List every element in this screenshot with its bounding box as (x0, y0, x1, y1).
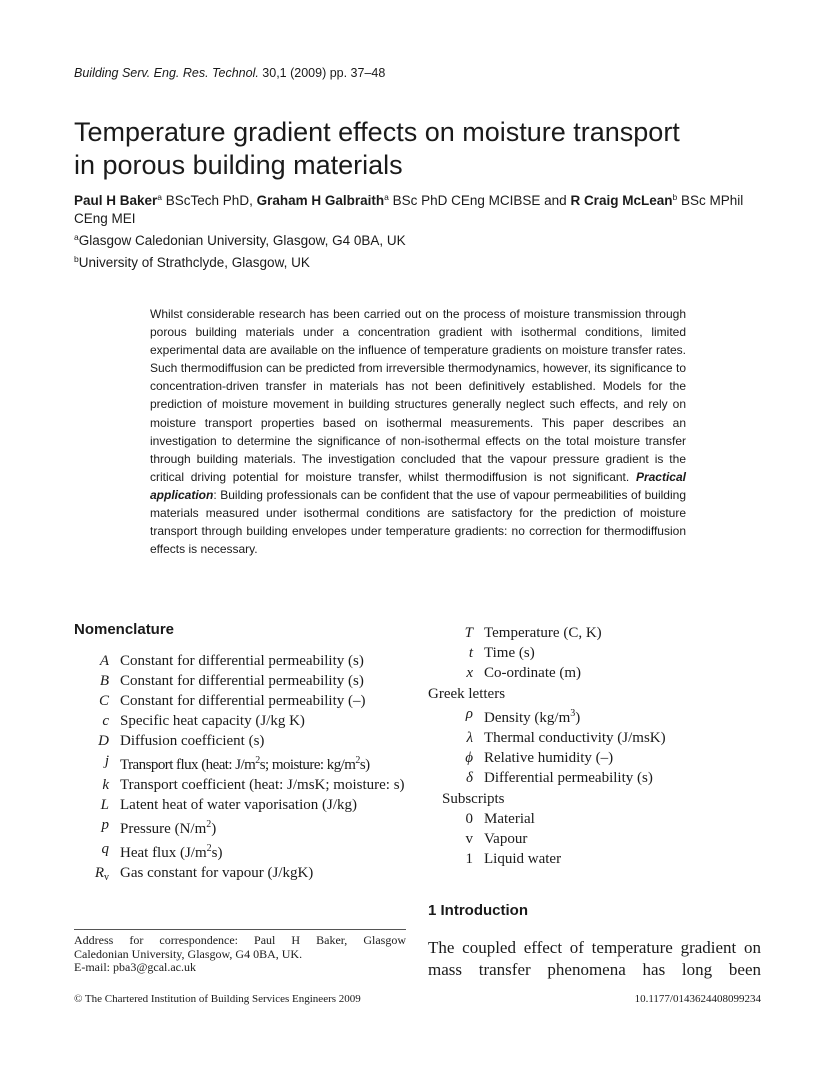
definition-part: Pressure (N/m (120, 821, 207, 837)
symbol: D (98, 733, 109, 749)
symbol: t (468, 645, 473, 662)
symbol: λ (466, 730, 473, 747)
definition (120, 815, 414, 839)
nomenclature-row (428, 829, 768, 849)
definition (484, 704, 768, 728)
author-3-degrees: BSc MPhil CEng MEI (74, 193, 744, 226)
practical-application-label: Practical application (150, 469, 686, 502)
abstract (150, 305, 686, 558)
affiliation-b-marker: b (74, 254, 79, 264)
symbol: q (101, 841, 109, 857)
symbol: c (102, 713, 109, 729)
nomenclature-row (74, 815, 414, 839)
definition: Gas constant for vapour (J/kgK) (120, 865, 314, 881)
symbol: v (465, 831, 473, 848)
nomenclature-row (428, 643, 768, 663)
author-1-name: Paul H Baker (74, 193, 158, 208)
nomenclature-row (74, 711, 414, 731)
definition-part: ) (211, 821, 217, 837)
definition: Diffusion coefficient (s) (120, 733, 265, 749)
definition: Constant for differential permeability (s) (120, 653, 364, 669)
affiliation-a-text: Glasgow Caledonian University, Glasgow, G4 0BA, UK (78, 233, 406, 248)
nomenclature-row (74, 839, 414, 863)
author-1-degrees: BScTech PhD, (162, 193, 257, 208)
nomenclature-left-column (74, 651, 414, 888)
definition: Co-ordinate (m) (484, 665, 582, 682)
author-2-degrees: BSc PhD CEng MCIBSE and (388, 193, 571, 208)
nomenclature-right-column (428, 623, 768, 869)
definition: Vapour (484, 831, 528, 848)
symbol: x (466, 665, 473, 682)
nomenclature-row (428, 704, 768, 728)
symbol: 1 (465, 851, 473, 868)
author-3-name: R Craig McLean (570, 193, 673, 208)
symbol (74, 863, 120, 888)
subscripts-label: Subscripts (442, 790, 505, 807)
definition: Differential permeability (s) (484, 770, 653, 787)
symbol: j (104, 753, 109, 769)
superscript: 2 (206, 843, 212, 854)
definition: Time (s) (484, 645, 535, 662)
definition: Temperature (C, K) (484, 625, 602, 641)
practical-application-text: : Building professionals can be confident that the use of vapour permeabilities of building materials measured under isothermal conditions are satisfactory for the prediction of moisture transport through building envelopes under temperature gradients: no correction for thermodiffusion effects is necessary. (150, 487, 686, 557)
nomenclature-row (428, 623, 768, 643)
nomenclature-row (428, 809, 768, 829)
author-3-affil: b (672, 192, 678, 202)
affiliation-a-marker: a (74, 232, 79, 242)
introduction-line-1: The coupled effect of temperature gradient on (428, 938, 761, 957)
nomenclature-row (428, 849, 768, 869)
nomenclature-row (74, 795, 414, 815)
author-2-name: Graham H Galbraith (256, 193, 385, 208)
symbol: A (99, 653, 109, 669)
superscript: 3 (570, 707, 576, 719)
symbol: L (100, 797, 109, 813)
nomenclature-row (428, 728, 768, 748)
footnote-divider (74, 929, 406, 930)
nomenclature-heading: Nomenclature (74, 621, 175, 638)
symbol: δ (466, 770, 473, 787)
introduction-line-2: mass transfer phenomena has long been (428, 960, 761, 979)
affiliation-b (74, 250, 774, 272)
nomenclature-row (74, 691, 414, 711)
nomenclature-row (74, 731, 414, 751)
definition: Liquid water (484, 851, 562, 868)
definition-part: s) (211, 845, 223, 861)
nomenclature-row (428, 768, 768, 788)
author-block (74, 188, 774, 272)
superscript: 2 (255, 755, 260, 766)
symbol: ρ (465, 705, 473, 722)
symbol: k (102, 777, 109, 793)
author-2-affil: a (384, 192, 389, 202)
address-line-1: Address for correspondence: Paul H Baker, Glasgow (74, 933, 406, 947)
symbol: ϕ (465, 750, 473, 767)
title-line-1: Temperature gradient effects on moisture transport (74, 117, 680, 147)
symbol-base: R (94, 865, 104, 881)
definition-part: s) (359, 757, 370, 773)
journal-name: Building Serv. Eng. Res. Technol. (74, 66, 259, 80)
address-email: E-mail: pba3@gcal.ac.uk (74, 960, 197, 974)
superscript: 2 (355, 755, 360, 766)
nomenclature-row (74, 671, 414, 691)
definition (120, 751, 414, 775)
definition-part: ) (575, 709, 581, 726)
journal-citation (74, 66, 385, 80)
symbol: T (464, 625, 473, 641)
definition: Thermal conductivity (J/msK) (484, 730, 666, 747)
nomenclature-row (74, 651, 414, 671)
definition: Constant for differential permeability (s) (120, 673, 364, 689)
nomenclature-row (428, 748, 768, 768)
symbol: B (99, 673, 109, 689)
title-line-2: in porous building materials (74, 150, 403, 180)
definition-part: s; moisture: kg/m (259, 757, 356, 773)
definition-part: Transport flux (heat: J/m (120, 757, 256, 773)
symbol: p (101, 817, 109, 833)
nomenclature-row (74, 863, 414, 888)
superscript: 2 (206, 819, 212, 830)
definition-part: Heat flux (J/m (120, 845, 207, 861)
symbol: 0 (465, 810, 473, 827)
paper-title (74, 116, 774, 182)
nomenclature-row (74, 751, 414, 775)
definition: Material (484, 810, 535, 827)
definition (120, 839, 414, 863)
definition: Transport coefficient (heat: J/msK; moisture: s) (120, 777, 405, 793)
symbol: C (98, 693, 109, 709)
subscript: v (104, 872, 109, 883)
definition: Constant for differential permeability (–) (120, 693, 366, 709)
definition: Specific heat capacity (J/kg K) (120, 713, 305, 729)
introduction-body (428, 937, 761, 981)
introduction-heading: 1 Introduction (428, 902, 528, 919)
abstract-text: Whilst considerable research has been carried out on the process of moisture transmission through porous building materials under a concentration gradient with isothermal conditions, limited experimental data are available on the influence of temperature gradients on moisture transfer rates. Such thermodiffusion can be predicted from irreversible thermodynamics, however, its significance to concentration-driven transfer in materials has not been definitively established. Models for the prediction of moisture movement in building structures generally neglect such effects, and rely on moisture transport properties based on isothermal measurements. This paper describes an investigation to determine the significance of non-isothermal effects on the total moisture transfer through building materials. The investigation concluded that the vapour pressure gradient is the critical driving potential for moisture transfer, whilst thermodiffusion is not significant. (150, 307, 686, 484)
author-1-affil: a (157, 192, 163, 202)
definition: Relative humidity (–) (484, 750, 614, 767)
journal-volume-pages: 30,1 (2009) pp. 37–48 (258, 66, 386, 80)
copyright-notice: © The Chartered Institution of Building Services Engineers 2009 (74, 993, 361, 1005)
nomenclature-row (74, 775, 414, 795)
address-line-2: Caledonian University, Glasgow, G4 0BA, UK. (74, 946, 303, 961)
correspondence-address (74, 934, 406, 975)
nomenclature-row (428, 663, 768, 683)
greek-letters-label: Greek letters (428, 685, 506, 702)
author-list (74, 188, 774, 228)
affiliation-a (74, 228, 774, 250)
doi: 10.1177/0143624408099234 (634, 993, 761, 1005)
definition: Latent heat of water vaporisation (J/kg) (120, 797, 357, 813)
definition-part: Density (kg/m (484, 709, 571, 726)
affiliation-b-text: University of Strathclyde, Glasgow, UK (78, 255, 310, 270)
